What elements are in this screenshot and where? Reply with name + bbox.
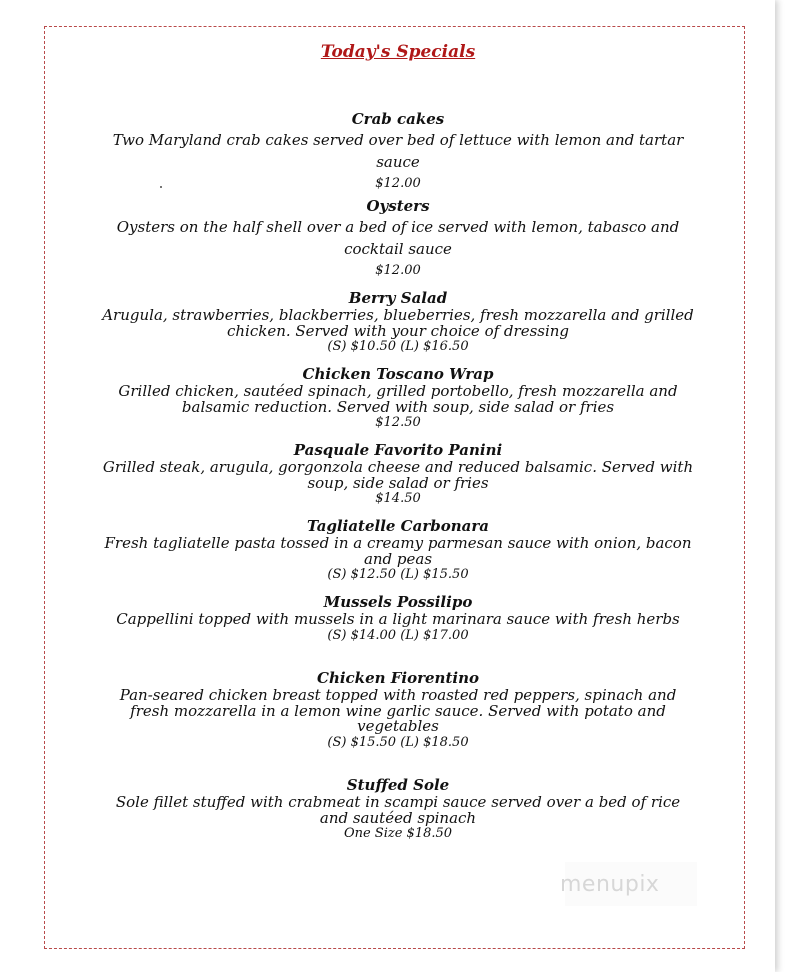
menu-item-description: Oysters on the half shell over a bed of ice served with lemon, tabasco and cocktail sauce [116, 218, 680, 258]
menu-item-price: $12.00 [375, 176, 421, 191]
menu-item-stuffed-sole [100, 776, 696, 842]
menu-item-crab-cakes [100, 110, 696, 195]
menu-item-name: Stuffed Sole [346, 776, 450, 794]
menu-item-chicken-toscano-wrap [100, 365, 696, 431]
menu-item-tagliatelle-carbonara [100, 517, 696, 583]
menu-item-price: $12.50 [375, 415, 421, 430]
menu-item-name: Tagliatelle Carbonara [307, 517, 489, 535]
menu-item-pasquale-favorito-panini [100, 441, 696, 507]
menu-item-price: $12.00 [375, 263, 421, 278]
menu-item-price: (S) $12.50 (L) $15.50 [327, 567, 469, 582]
menu-item-price: (S) $14.00 (L) $17.00 [327, 627, 469, 643]
menu-item-chicken-fiorentino [100, 669, 696, 751]
menu-item-oysters [100, 197, 696, 282]
menu-item-name: Berry Salad [348, 289, 448, 307]
menu-item-description: Grilled chicken, sautéed spinach, grilled portobello, fresh mozzarella and balsamic reduction. Served with soup, side salad or fries [118, 382, 678, 416]
menu-item-description: Fresh tagliatelle pasta tossed in a creamy parmesan sauce with onion, bacon and peas [104, 534, 692, 568]
menu-item-name: Oysters [366, 197, 430, 215]
menupix-watermark: menupix [560, 872, 660, 897]
menu-item-mussels-possilipo [100, 593, 696, 644]
menu-item-price: (S) $10.50 (L) $16.50 [327, 339, 469, 354]
menu-item-price: (S) $15.50 (L) $18.50 [327, 734, 469, 750]
menu-item-name: Mussels Possilipo [323, 593, 473, 611]
menu-item-description: Pan-seared chicken breast topped with roasted red peppers, spinach and fresh mozzarella in a lemon wine garlic sauce. Served with potato and vegetables [119, 686, 677, 735]
menu-item-description: Sole fillet stuffed with crabmeat in scampi sauce served over a bed of rice and sautéed spinach [115, 793, 681, 827]
menu-item-description: Arugula, strawberries, blackberries, blueberries, fresh mozzarella and grilled chicken. Served with your choice of dressing [102, 306, 694, 340]
menu-item-name: Chicken Toscano Wrap [302, 365, 494, 383]
menu-item-berry-salad [100, 289, 696, 355]
menu-item-name: Pasquale Favorito Panini [293, 441, 503, 459]
menu-item-name: Crab cakes [351, 110, 445, 128]
menu-item-price: $14.50 [375, 491, 421, 506]
menu-item-name: Chicken Fiorentino [317, 669, 479, 687]
menu-item-price: One Size $18.50 [343, 826, 453, 841]
menu-item-description: Two Maryland crab cakes served over bed of lettuce with lemon and tartar sauce [112, 131, 684, 171]
menu-item-description: Cappellini topped with mussels in a light marinara sauce with fresh herbs [116, 610, 680, 628]
stray-dot [160, 186, 162, 188]
page-title: Today's Specials [320, 42, 476, 62]
menu-item-description: Grilled steak, arugula, gorgonzola cheese and reduced balsamic. Served with soup, side salad or fries [102, 458, 694, 492]
